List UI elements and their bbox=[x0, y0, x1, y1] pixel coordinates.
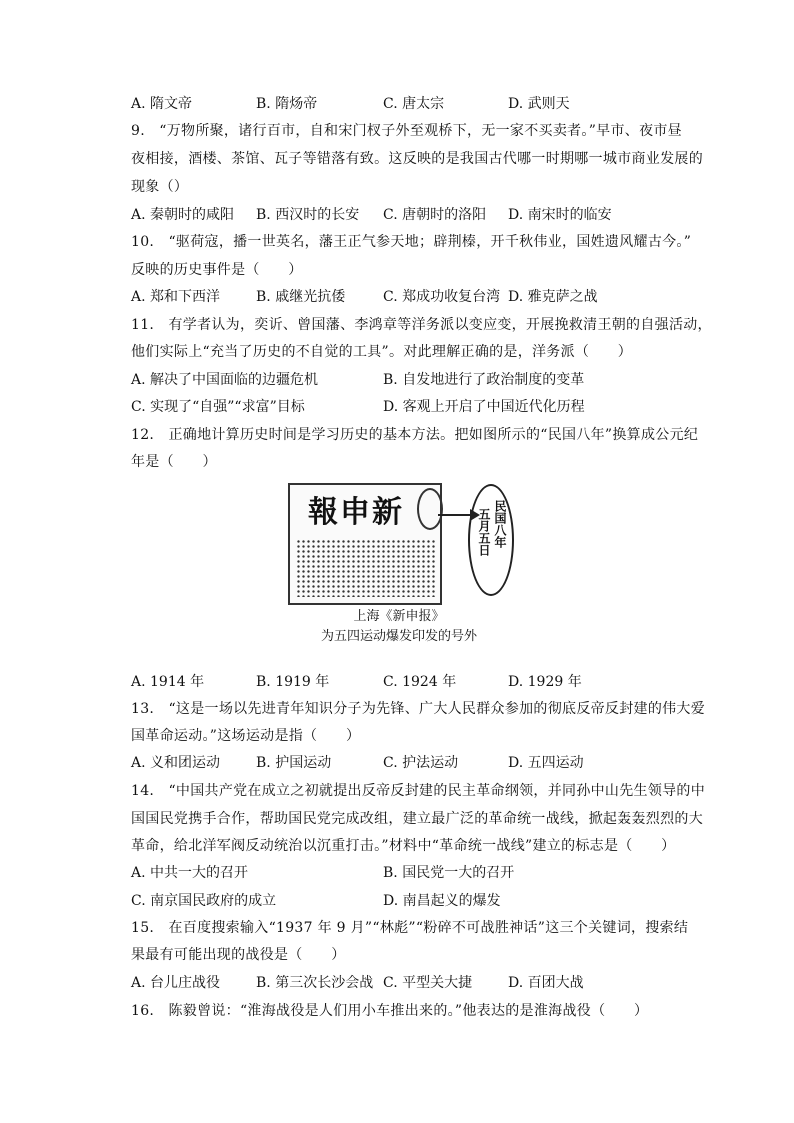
date-circle-marker bbox=[417, 488, 443, 530]
q9-stem-line-1: 9. “万物所聚，诸行百市，自和宋门杈子外至观桥下，无一家不买卖者。”早市、夜市昼 bbox=[131, 123, 682, 139]
q10-option-a: A. 郑和下西洋 bbox=[131, 289, 221, 305]
q13-stem-line-1: 13. “这是一场以先进青年知识分子为先锋、广大人民群众参加的彻底反帝反封建的伟大爱 bbox=[131, 701, 706, 717]
q14-option-c: C. 南京国民政府的成立 bbox=[131, 893, 277, 909]
q12-stem-line-1: 12. 正确地计算历史时间是学习历史的基本方法。把如图所示的“民国八年”换算成公元纪 bbox=[131, 427, 699, 443]
q13-option-c: C. 护法运动 bbox=[383, 755, 459, 771]
q8-option-a: A. 隋文帝 bbox=[131, 96, 193, 112]
q9-stem-line-2: 夜相接，酒楼、茶馆、瓦子等错落有致。这反映的是我国古代哪一时期哪一城市商业发展的 bbox=[131, 151, 703, 167]
q15-option-b: B. 第三次长沙会战 bbox=[256, 975, 374, 991]
q10-option-c: C. 郑成功收复台湾 bbox=[383, 289, 501, 305]
q10-option-d: D. 雅克萨之战 bbox=[508, 289, 598, 305]
q12-option-b: B. 1919 年 bbox=[256, 674, 330, 690]
q15-option-a: A. 台儿庄战役 bbox=[131, 975, 221, 991]
q12-option-a: A. 1914 年 bbox=[131, 674, 205, 690]
figure-caption-note: 为五四运动爆发印发的号外 bbox=[320, 629, 477, 644]
newspaper-clipping bbox=[288, 483, 442, 605]
q11-stem-line-2: 他们实际上“充当了历史的不自觉的工具”。对此理解正确的是，洋务派（ ） bbox=[131, 344, 633, 360]
q13-stem-line-2: 国革命运动。”这场运动是指（ ） bbox=[131, 728, 361, 744]
q9-option-c: C. 唐朝时的洛阳 bbox=[383, 207, 487, 223]
q13-option-b: B. 护国运动 bbox=[256, 755, 332, 771]
q11-option-d: D. 客观上开启了中国近代化历程 bbox=[383, 399, 585, 415]
q15-option-c: C. 平型关大捷 bbox=[383, 975, 473, 991]
q14-stem-line-1: 14. “中国共产党在成立之初就提出反帝反封建的民主革命纲领，并同孙中山先生领导的中 bbox=[131, 783, 706, 799]
q15-stem-line-1: 15. 在百度搜索输入“1937 年 9 月”“林彪”“粉碎不可战胜神话”这三个关键词，搜索结 bbox=[131, 920, 689, 936]
q11-option-a: A. 解决了中国面临的边疆危机 bbox=[131, 372, 319, 388]
q9-option-a: A. 秦朝时的咸阳 bbox=[131, 207, 235, 223]
date-col-republic-year: 民国八年 bbox=[493, 500, 507, 548]
q14-stem-line-2: 国国民党携手合作，帮助国民党完成改组，建立最广泛的革命统一战线，掀起轰轰烈烈的大 bbox=[131, 811, 703, 827]
q9-stem-line-3: 现象（） bbox=[131, 179, 189, 195]
newspaper-masthead: 報申新 bbox=[308, 495, 404, 530]
q8-option-b: B. 隋炀帝 bbox=[256, 96, 318, 112]
q15-stem-line-2: 果最有可能出现的战役是（ ） bbox=[131, 947, 346, 963]
q15-option-d: D. 百团大战 bbox=[508, 975, 584, 991]
q11-stem-line-1: 11. 有学者认为，奕䜣、曾国藩、李鸿章等洋务派以变应变，开展挽救清王朝的自强活动， bbox=[131, 317, 712, 333]
q12-option-d: D. 1929 年 bbox=[508, 674, 582, 690]
q10-stem-line-2: 反映的历史事件是（ ） bbox=[131, 262, 303, 278]
q16-stem-line-1: 16. 陈毅曾说：“淮海战役是人们用小车推出来的。”他表达的是淮海战役（ ） bbox=[131, 1003, 649, 1019]
q9-option-d: D. 南宋时的临安 bbox=[508, 207, 612, 223]
q12-stem-line-2: 年是（ ） bbox=[131, 454, 217, 470]
q14-option-d: D. 南昌起义的爆发 bbox=[383, 893, 501, 909]
newspaper-figure bbox=[286, 480, 512, 650]
q12-option-c: C. 1924 年 bbox=[383, 674, 457, 690]
q13-option-a: A. 义和团运动 bbox=[131, 755, 221, 771]
q13-option-d: D. 五四运动 bbox=[508, 755, 584, 771]
q10-option-b: B. 戚继光抗倭 bbox=[256, 289, 346, 305]
date-enlargement-oval bbox=[468, 484, 514, 596]
newsprint-texture bbox=[296, 539, 436, 597]
arrow-shaft bbox=[438, 514, 474, 516]
date-col-month-day: 五月五日 bbox=[477, 508, 491, 556]
q10-stem-line-1: 10. “驱荷寇，播一世英名，藩王正气参天地；辟荆榛，开千秋伟业，国姓遗风耀古今。” bbox=[131, 234, 692, 250]
q9-option-b: B. 西汉时的长安 bbox=[256, 207, 360, 223]
q14-option-a: A. 中共一大的召开 bbox=[131, 865, 249, 881]
q8-option-d: D. 武则天 bbox=[508, 96, 570, 112]
q11-option-c: C. 实现了“自强”“求富”目标 bbox=[131, 399, 305, 415]
q8-option-c: C. 唐太宗 bbox=[383, 96, 445, 112]
q11-option-b: B. 自发地进行了政治制度的变革 bbox=[383, 372, 585, 388]
q14-stem-line-3: 革命，给北洋军阀反动统治以沉重打击。”材料中“革命统一战线”建立的标志是（ ） bbox=[131, 838, 676, 854]
q14-option-b: B. 国民党一大的召开 bbox=[383, 865, 515, 881]
figure-caption-title: 上海《新申报》 bbox=[353, 609, 445, 624]
